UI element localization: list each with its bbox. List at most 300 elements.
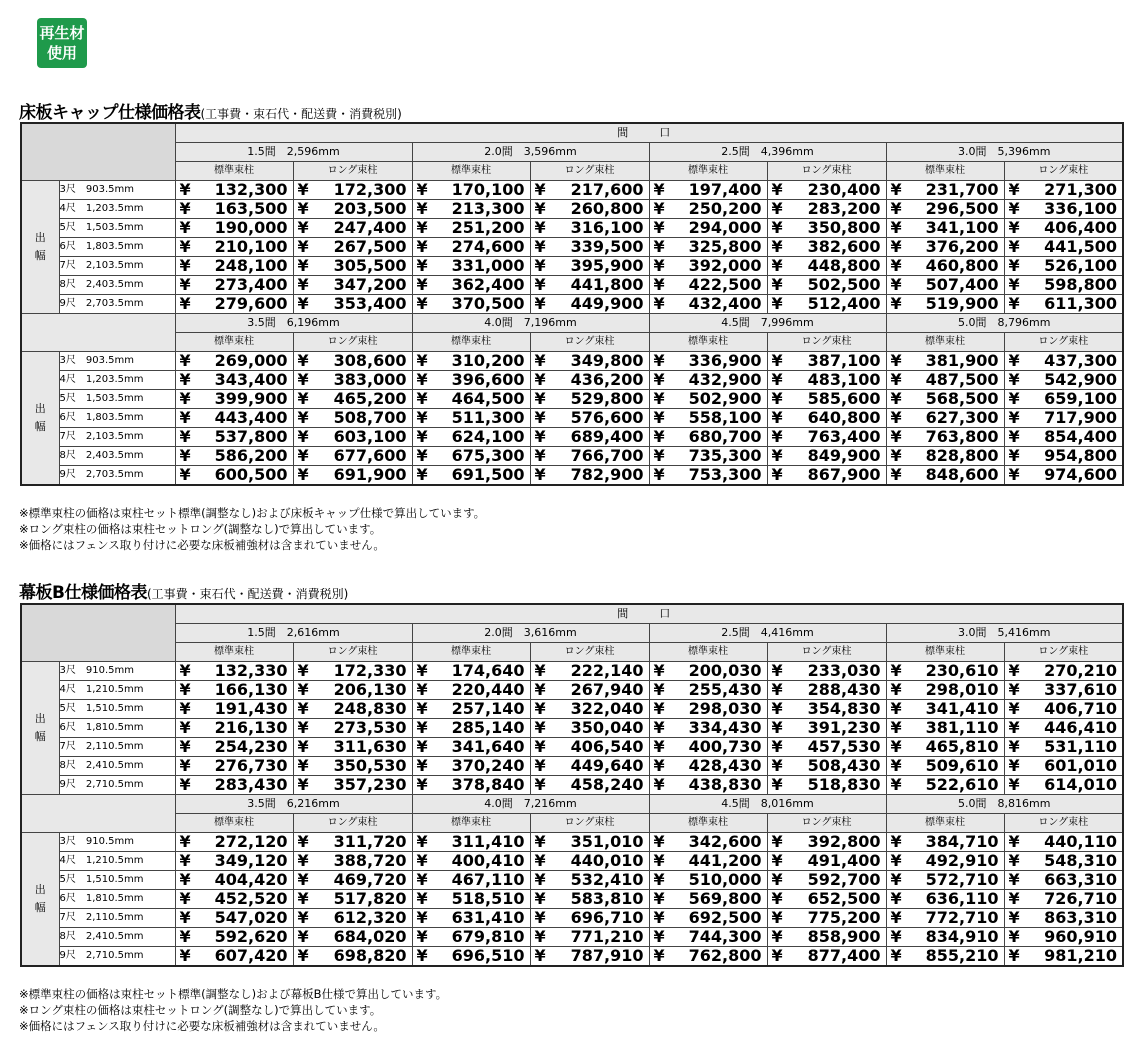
price-value: 603,100 <box>333 427 407 446</box>
price-cell <box>886 276 1004 295</box>
yen-sign: ¥ <box>416 408 428 427</box>
price-cell <box>767 776 886 795</box>
price-value: 279,600 <box>214 294 288 313</box>
col-long-post: ロング束柱 <box>767 814 886 833</box>
price-value: 206,130 <box>333 680 407 699</box>
col-standard-post: 標準束柱 <box>649 333 767 352</box>
yen-sign: ¥ <box>653 256 665 275</box>
section-subtitle: (工事費・束石代・配送費・消費税別) <box>200 107 402 121</box>
price-value: 691,900 <box>333 465 407 484</box>
col-long-post: ロング束柱 <box>1004 814 1123 833</box>
yen-sign: ¥ <box>771 946 783 965</box>
col-long-post: ロング束柱 <box>293 162 412 181</box>
yen-sign: ¥ <box>890 946 902 965</box>
depth-label: 8尺 2,403.5mm <box>59 447 175 466</box>
price-value: 834,910 <box>925 927 999 946</box>
yen-sign: ¥ <box>416 427 428 446</box>
yen-sign: ¥ <box>179 680 191 699</box>
price-value: 322,040 <box>570 699 644 718</box>
price-cell <box>649 447 767 466</box>
yen-sign: ¥ <box>890 775 902 794</box>
width-header: 1.5間 2,616mm <box>175 624 412 643</box>
price-value: 512,400 <box>807 294 881 313</box>
price-cell <box>293 200 412 219</box>
yen-sign: ¥ <box>534 408 546 427</box>
price-value: 440,110 <box>1044 832 1117 851</box>
dehaba-label <box>21 662 59 795</box>
price-cell <box>649 200 767 219</box>
yen-sign: ¥ <box>534 718 546 737</box>
yen-sign: ¥ <box>297 946 309 965</box>
yen-sign: ¥ <box>297 775 309 794</box>
col-long-post: ロング束柱 <box>293 333 412 352</box>
price-value: 585,600 <box>807 389 881 408</box>
price-value: 132,330 <box>214 661 288 680</box>
price-cell <box>767 852 886 871</box>
yen-sign: ¥ <box>297 756 309 775</box>
depth-label: 5尺 1,503.5mm <box>59 390 175 409</box>
price-cell <box>1004 928 1123 947</box>
yen-sign: ¥ <box>771 427 783 446</box>
price-value: 432,400 <box>688 294 762 313</box>
price-value: 341,410 <box>925 699 999 718</box>
table-row <box>21 447 1123 466</box>
yen-sign: ¥ <box>534 256 546 275</box>
price-value: 680,700 <box>688 427 762 446</box>
header-row <box>21 123 1123 143</box>
price-value: 782,900 <box>570 465 644 484</box>
price-cell <box>293 757 412 776</box>
price-cell <box>649 852 767 871</box>
price-value: 954,800 <box>1044 446 1117 465</box>
yen-sign: ¥ <box>771 718 783 737</box>
price-cell <box>412 219 530 238</box>
blank-header-cell <box>21 314 175 352</box>
yen-sign: ¥ <box>653 718 665 737</box>
yen-sign: ¥ <box>771 908 783 927</box>
price-cell <box>412 776 530 795</box>
yen-sign: ¥ <box>771 737 783 756</box>
price-cell <box>530 466 649 486</box>
yen-sign: ¥ <box>653 699 665 718</box>
yen-sign: ¥ <box>179 180 191 199</box>
price-cell <box>175 662 293 681</box>
price-cell <box>649 352 767 371</box>
price-cell <box>886 947 1004 967</box>
price-value: 465,810 <box>925 737 999 756</box>
price-cell <box>412 466 530 486</box>
yen-sign: ¥ <box>297 870 309 889</box>
yen-sign: ¥ <box>653 218 665 237</box>
price-cell <box>1004 466 1123 486</box>
price-cell <box>1004 276 1123 295</box>
price-value: 438,830 <box>688 775 762 794</box>
price-value: 448,800 <box>807 256 881 275</box>
price-value: 600,500 <box>214 465 288 484</box>
price-value: 452,520 <box>214 889 288 908</box>
price-cell <box>767 276 886 295</box>
yen-sign: ¥ <box>1008 756 1020 775</box>
price-value: 508,430 <box>807 756 881 775</box>
width-header: 5.0間 8,796mm <box>886 314 1123 333</box>
price-cell <box>649 757 767 776</box>
price-cell <box>293 947 412 967</box>
yen-sign: ¥ <box>1008 870 1020 889</box>
width-header: 3.5間 6,216mm <box>175 795 412 814</box>
width-header: 4.0間 7,216mm <box>412 795 649 814</box>
price-cell <box>530 662 649 681</box>
table-row <box>21 295 1123 314</box>
price-cell <box>293 238 412 257</box>
price-value: 698,820 <box>333 946 407 965</box>
yen-sign: ¥ <box>771 680 783 699</box>
price-cell <box>1004 757 1123 776</box>
table-row <box>21 219 1123 238</box>
price-value: 592,620 <box>214 927 288 946</box>
price-value: 542,900 <box>1044 370 1117 389</box>
yen-sign: ¥ <box>771 661 783 680</box>
depth-label: 4尺 1,203.5mm <box>59 371 175 390</box>
yen-sign: ¥ <box>179 908 191 927</box>
price-cell <box>530 352 649 371</box>
yen-sign: ¥ <box>653 680 665 699</box>
yen-sign: ¥ <box>297 927 309 946</box>
yen-sign: ¥ <box>1008 351 1020 370</box>
price-cell <box>649 947 767 967</box>
col-long-post: ロング束柱 <box>767 643 886 662</box>
price-value: 362,400 <box>451 275 525 294</box>
price-value: 592,700 <box>807 870 881 889</box>
price-value: 197,400 <box>688 180 762 199</box>
price-value: 877,400 <box>807 946 881 965</box>
price-value: 191,430 <box>214 699 288 718</box>
price-value: 763,400 <box>807 427 881 446</box>
yen-sign: ¥ <box>653 775 665 794</box>
price-value: 675,300 <box>451 446 525 465</box>
price-cell <box>767 871 886 890</box>
price-cell <box>293 719 412 738</box>
price-value: 370,500 <box>451 294 525 313</box>
yen-sign: ¥ <box>534 199 546 218</box>
width-header: 2.5間 4,416mm <box>649 624 886 643</box>
price-cell <box>530 890 649 909</box>
yen-sign: ¥ <box>297 256 309 275</box>
yen-sign: ¥ <box>179 946 191 965</box>
price-cell <box>1004 947 1123 967</box>
notes-2 <box>19 986 447 1034</box>
price-cell <box>175 238 293 257</box>
price-table-fascia-b <box>20 603 1124 967</box>
yen-sign: ¥ <box>890 427 902 446</box>
price-value: 510,000 <box>688 870 762 889</box>
price-cell <box>767 295 886 314</box>
depth-label: 6尺 1,803.5mm <box>59 409 175 428</box>
price-value: 269,000 <box>214 351 288 370</box>
price-cell <box>530 757 649 776</box>
price-cell <box>1004 352 1123 371</box>
price-cell <box>767 947 886 967</box>
col-standard-post: 標準束柱 <box>412 643 530 662</box>
price-cell <box>175 371 293 390</box>
col-long-post: ロング束柱 <box>530 162 649 181</box>
yen-sign: ¥ <box>179 446 191 465</box>
yen-sign: ¥ <box>771 775 783 794</box>
price-value: 522,610 <box>925 775 999 794</box>
price-cell <box>530 738 649 757</box>
yen-sign: ¥ <box>1008 237 1020 256</box>
price-cell <box>530 776 649 795</box>
price-cell <box>886 428 1004 447</box>
price-cell <box>886 219 1004 238</box>
yen-sign: ¥ <box>297 408 309 427</box>
col-standard-post: 標準束柱 <box>412 333 530 352</box>
yen-sign: ¥ <box>771 446 783 465</box>
yen-sign: ¥ <box>653 832 665 851</box>
price-cell <box>293 700 412 719</box>
price-value: 507,400 <box>925 275 999 294</box>
col-standard-post: 標準束柱 <box>175 814 293 833</box>
yen-sign: ¥ <box>890 680 902 699</box>
price-cell <box>767 681 886 700</box>
price-value: 349,120 <box>214 851 288 870</box>
price-value: 465,200 <box>333 389 407 408</box>
price-value: 547,020 <box>214 908 288 927</box>
price-cell <box>412 447 530 466</box>
yen-sign: ¥ <box>1008 851 1020 870</box>
price-value: 974,600 <box>1044 465 1117 484</box>
price-cell <box>175 219 293 238</box>
yen-sign: ¥ <box>890 927 902 946</box>
price-value: 458,240 <box>570 775 644 794</box>
price-value: 696,710 <box>570 908 644 927</box>
section-title-2 <box>19 578 348 603</box>
note-line: ※ロング束柱の価格は束柱セットロング(調整なし)で算出しています。 <box>19 522 382 536</box>
col-standard-post: 標準束柱 <box>886 814 1004 833</box>
yen-sign: ¥ <box>1008 946 1020 965</box>
yen-sign: ¥ <box>179 237 191 256</box>
price-value: 220,440 <box>451 680 525 699</box>
yen-sign: ¥ <box>534 275 546 294</box>
yen-sign: ¥ <box>416 775 428 794</box>
yen-sign: ¥ <box>890 199 902 218</box>
yen-sign: ¥ <box>297 661 309 680</box>
price-value: 222,140 <box>570 661 644 680</box>
depth-label: 8尺 2,410.5mm <box>59 757 175 776</box>
price-value: 325,800 <box>688 237 762 256</box>
price-value: 457,530 <box>807 737 881 756</box>
col-standard-post: 標準束柱 <box>886 162 1004 181</box>
price-value: 483,100 <box>807 370 881 389</box>
price-value: 428,430 <box>688 756 762 775</box>
section-title-text: 幕板B仕様価格表 <box>19 583 147 603</box>
price-cell <box>175 719 293 738</box>
price-value: 357,230 <box>333 775 407 794</box>
price-value: 612,320 <box>333 908 407 927</box>
price-value: 334,430 <box>688 718 762 737</box>
price-cell <box>293 681 412 700</box>
price-cell <box>175 200 293 219</box>
yen-sign: ¥ <box>297 427 309 446</box>
price-value: 190,000 <box>214 218 288 237</box>
yen-sign: ¥ <box>653 465 665 484</box>
price-cell <box>412 371 530 390</box>
column-header-row <box>21 333 1123 352</box>
price-value: 449,640 <box>570 756 644 775</box>
price-cell <box>767 738 886 757</box>
price-cell <box>530 447 649 466</box>
price-value: 548,310 <box>1044 851 1117 870</box>
table-row <box>21 700 1123 719</box>
price-cell <box>293 428 412 447</box>
yen-sign: ¥ <box>890 294 902 313</box>
price-value: 449,900 <box>570 294 644 313</box>
table-row <box>21 909 1123 928</box>
price-value: 400,410 <box>451 851 525 870</box>
dehaba-label <box>21 181 59 314</box>
price-value: 652,500 <box>807 889 881 908</box>
yen-sign: ¥ <box>771 465 783 484</box>
price-value: 382,600 <box>807 237 881 256</box>
price-cell <box>1004 200 1123 219</box>
col-long-post: ロング束柱 <box>530 333 649 352</box>
depth-label: 5尺 1,510.5mm <box>59 871 175 890</box>
price-cell <box>293 447 412 466</box>
price-cell <box>649 871 767 890</box>
price-cell <box>886 719 1004 738</box>
yen-sign: ¥ <box>771 180 783 199</box>
width-header-row <box>21 314 1123 333</box>
yen-sign: ¥ <box>416 465 428 484</box>
yen-sign: ¥ <box>890 446 902 465</box>
yen-sign: ¥ <box>534 756 546 775</box>
col-long-post: ロング束柱 <box>293 643 412 662</box>
price-cell <box>412 719 530 738</box>
corner-cell <box>21 604 175 662</box>
yen-sign: ¥ <box>1008 275 1020 294</box>
depth-label: 7尺 2,103.5mm <box>59 428 175 447</box>
yen-sign: ¥ <box>179 389 191 408</box>
price-value: 532,410 <box>570 870 644 889</box>
price-cell <box>1004 890 1123 909</box>
depth-label: 9尺 2,710.5mm <box>59 776 175 795</box>
badge-line2: 使用 <box>46 44 77 62</box>
col-long-post: ロング束柱 <box>1004 333 1123 352</box>
price-value: 342,600 <box>688 832 762 851</box>
price-value: 132,300 <box>214 180 288 199</box>
col-long-post: ロング束柱 <box>1004 643 1123 662</box>
width-header: 5.0間 8,816mm <box>886 795 1123 814</box>
price-cell <box>649 181 767 200</box>
price-value: 288,430 <box>807 680 881 699</box>
price-value: 316,100 <box>570 218 644 237</box>
yen-sign: ¥ <box>416 661 428 680</box>
yen-sign: ¥ <box>416 351 428 370</box>
price-value: 217,600 <box>570 180 644 199</box>
table-row <box>21 833 1123 852</box>
yen-sign: ¥ <box>416 370 428 389</box>
price-value: 213,300 <box>451 199 525 218</box>
price-value: 511,300 <box>451 408 525 427</box>
corner-cell <box>21 123 175 181</box>
yen-sign: ¥ <box>1008 661 1020 680</box>
yen-sign: ¥ <box>1008 427 1020 446</box>
price-value: 775,200 <box>807 908 881 927</box>
price-cell <box>1004 219 1123 238</box>
price-value: 537,800 <box>214 427 288 446</box>
price-value: 273,530 <box>333 718 407 737</box>
table-row <box>21 928 1123 947</box>
price-value: 248,830 <box>333 699 407 718</box>
yen-sign: ¥ <box>416 889 428 908</box>
yen-sign: ¥ <box>179 927 191 946</box>
table-row <box>21 738 1123 757</box>
price-cell <box>412 181 530 200</box>
price-cell <box>412 276 530 295</box>
price-value: 230,610 <box>925 661 999 680</box>
yen-sign: ¥ <box>890 218 902 237</box>
price-value: 601,010 <box>1044 756 1117 775</box>
price-value: 441,500 <box>1044 237 1117 256</box>
depth-label: 5尺 1,510.5mm <box>59 700 175 719</box>
depth-label: 9尺 2,703.5mm <box>59 466 175 486</box>
yen-sign: ¥ <box>771 237 783 256</box>
price-cell <box>767 447 886 466</box>
depth-label: 7尺 2,110.5mm <box>59 738 175 757</box>
yen-sign: ¥ <box>179 351 191 370</box>
price-value: 772,710 <box>925 908 999 927</box>
yen-sign: ¥ <box>416 446 428 465</box>
price-value: 598,800 <box>1044 275 1117 294</box>
yen-sign: ¥ <box>179 775 191 794</box>
price-value: 446,410 <box>1044 718 1117 737</box>
yen-sign: ¥ <box>653 851 665 870</box>
dehaba-label <box>21 833 59 967</box>
yen-sign: ¥ <box>416 294 428 313</box>
price-value: 392,000 <box>688 256 762 275</box>
yen-sign: ¥ <box>416 718 428 737</box>
price-value: 308,600 <box>333 351 407 370</box>
yen-sign: ¥ <box>771 199 783 218</box>
yen-sign: ¥ <box>297 465 309 484</box>
yen-sign: ¥ <box>771 927 783 946</box>
price-cell <box>886 371 1004 390</box>
price-cell <box>175 390 293 409</box>
col-standard-post: 標準束柱 <box>175 333 293 352</box>
price-value: 684,020 <box>333 927 407 946</box>
price-cell <box>293 662 412 681</box>
price-value: 502,900 <box>688 389 762 408</box>
price-value: 659,100 <box>1044 389 1117 408</box>
note-line: ※標準束柱の価格は束柱セット標準(調整なし)および床板キャップ仕様で算出しています。 <box>19 506 486 520</box>
price-value: 210,100 <box>214 237 288 256</box>
price-cell <box>1004 390 1123 409</box>
price-value: 640,800 <box>807 408 881 427</box>
depth-label: 7尺 2,110.5mm <box>59 909 175 928</box>
width-header: 3.5間 6,196mm <box>175 314 412 333</box>
price-cell <box>175 276 293 295</box>
yen-sign: ¥ <box>653 946 665 965</box>
width-header: 2.0間 3,596mm <box>412 143 649 162</box>
price-cell <box>1004 257 1123 276</box>
price-value: 399,900 <box>214 389 288 408</box>
col-long-post: ロング束柱 <box>293 814 412 833</box>
price-value: 353,400 <box>333 294 407 313</box>
price-value: 854,400 <box>1044 427 1117 446</box>
price-cell <box>412 390 530 409</box>
depth-label: 3尺 903.5mm <box>59 352 175 371</box>
price-cell <box>412 428 530 447</box>
price-cell <box>293 833 412 852</box>
